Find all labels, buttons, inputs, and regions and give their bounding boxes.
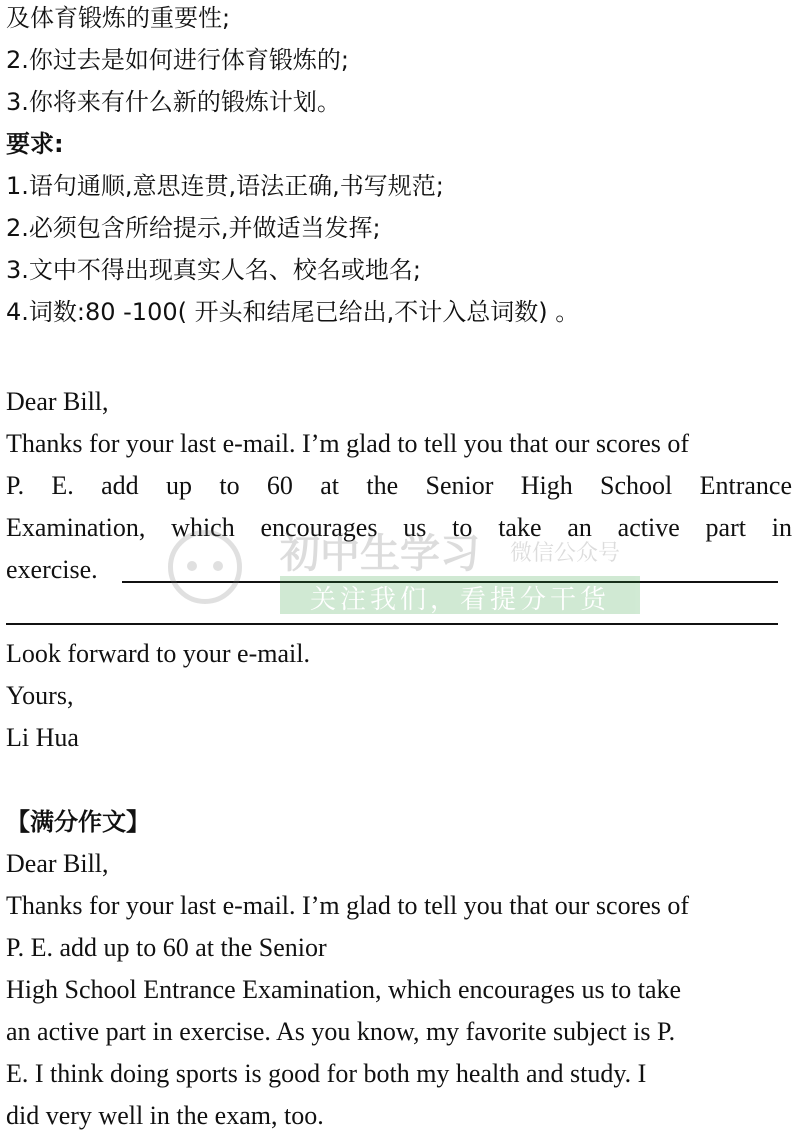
requirement-2: 2.必须包含所给提示,并做适当发挥; [6,214,381,242]
letter-signoff: Yours, [6,681,74,710]
task-point-2: 2.你过去是如何进行体育锻炼的; [6,46,349,74]
watermark-slogan: 关注我们，看提分干货 [309,585,610,615]
task-intro-tail: 及体育锻炼的重要性; [6,4,231,32]
essay-line-2: P. E. add up to 60 at the Senior [6,933,327,962]
letter-closing: Look forward to your e-mail. [6,639,310,668]
answer-blank-1 [122,581,778,583]
letter-line-2: P. E. add up to 60 at the Senior High School Entrance [6,471,792,500]
essay-line-5: E. I think doing sports is good for both my health and study. I [6,1059,647,1088]
essay-greeting: Dear Bill, [6,849,109,878]
model-essay-heading: 【满分作文】 [6,808,150,836]
task-point-3: 3.你将来有什么新的锻炼计划。 [6,88,341,116]
letter-name: Li Hua [6,723,79,752]
letter-greeting: Dear Bill, [6,387,109,416]
essay-line-1: Thanks for your last e-mail. I’m glad to tell you that our scores of [6,891,690,920]
requirements-heading: 要求: [6,130,64,158]
watermark-title: 初中生学习 [280,531,480,577]
letter-line-3: Examination, which encourages us to take an active part in [6,513,792,542]
requirement-3: 3.文中不得出现真实人名、校名或地名; [6,256,421,284]
essay-line-3: High School Entrance Examination, which encourages us to take [6,975,682,1004]
letter-line-1: Thanks for your last e-mail. I’m glad to tell you that our scores of [6,429,690,458]
essay-line-6: did very well in the exam, too. [6,1101,324,1130]
answer-blank-2 [6,623,778,625]
requirement-4: 4.词数:80 -100( 开头和结尾已给出,不计入总词数) 。 [6,298,580,326]
letter-line-4: exercise. [6,555,98,584]
watermark-subtitle: 微信公众号 [510,541,621,566]
requirement-1: 1.语句通顺,意思连贯,语法正确,书写规范; [6,172,444,200]
essay-line-4: an active part in exercise. As you know, my favorite subject is P. [6,1017,676,1046]
